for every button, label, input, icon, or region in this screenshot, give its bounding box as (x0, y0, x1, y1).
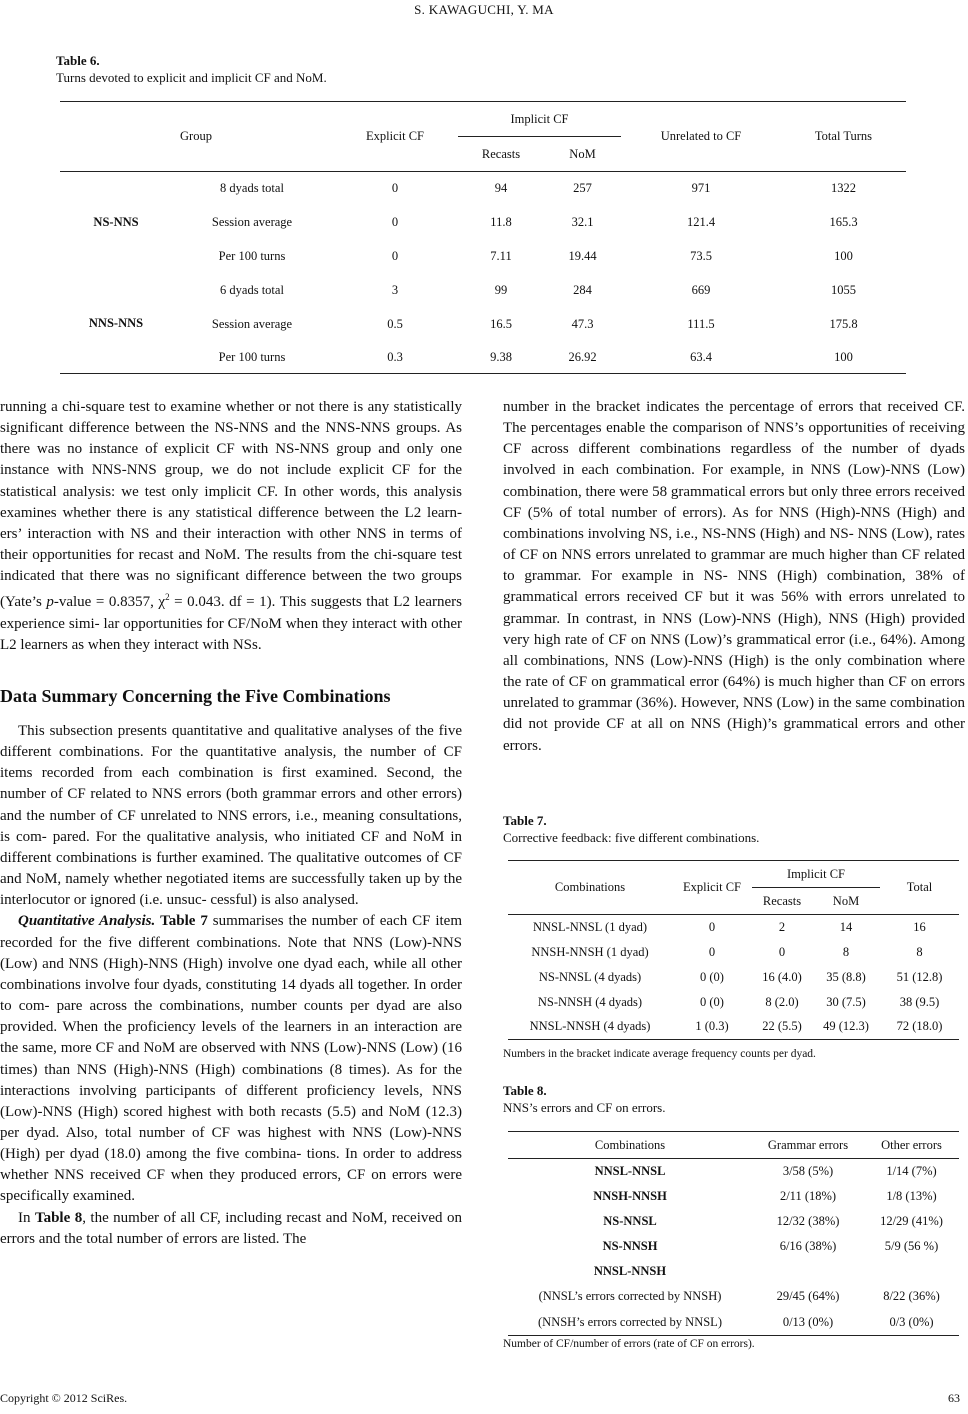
t6-cell: 3 (391, 283, 399, 297)
t7-header-total: Total (880, 861, 959, 915)
t7-cell: 2 (778, 919, 786, 934)
t7-cell: 16 (913, 919, 926, 934)
t7-cell: 0 (0) (700, 969, 724, 984)
section-heading: Data Summary Concerning the Five Combinations (0, 686, 391, 706)
superscript: 2 (165, 592, 170, 603)
table-ref: Table 8 (34, 1209, 83, 1226)
table-row (508, 915, 959, 940)
table-row (60, 274, 906, 308)
t7-cell: 51 (12.8) (896, 969, 943, 984)
t7-cell: 72 (18.0) (896, 1019, 943, 1034)
t6-header-total: Total Turns (781, 102, 906, 172)
t6-header-explicit: Explicit CF (332, 102, 458, 172)
t7-header-implicit: Implicit CF (752, 861, 880, 888)
paragraph (0, 911, 462, 1207)
t6-cell: 99 (494, 283, 508, 297)
t6-cell: 19.44 (568, 249, 597, 263)
t6-cell: 971 (691, 181, 711, 196)
t8-cell: NS-NNSL (603, 1213, 657, 1228)
paragraph: number in the bracket indicates the percentage of errors that received CF. The percentages enable the comparison of NNS’s opportunities of receiving CF across different combinations regardless of the number of dyads involved in each combination. For example, in NNS (Low)-NNS (Low) combination, there were 58 grammatical errors but only three errors received CF (5% of total number of errors). As for NNS (High)-NNS (High) and combinations involving NS, i.e., NS-NNS (High) and NS- NNS (Low), rates of CF on NNS errors unrelated to grammar are much higher than CF related to grammar. For example in NS- NNS (High) combination, 38% of grammatical errors received CF but it was 56% with errors unrelated to grammar. In contrast, in NNS (Low)-NNS (High), NNS (High) provided very high rate of CF on NNS (Low)’s grammatical error (i.e., 64%). Among all combinations, NNS (Low)-NNS (High) is the only combination where the rate of CF on grammatical error (64%) is much higher than CF on errors unrelated to grammar (36%). However, NNS (Low) in the same combination did not provide CF at all on NNS (High)’s grammatical errors and other errors. (503, 399, 965, 754)
t6-header-implicit: Implicit CF (458, 102, 621, 137)
t6-cell: 9.38 (490, 349, 512, 364)
t8-cell: NS-NNSH (602, 1238, 658, 1253)
t6-cell: 26.92 (568, 349, 597, 364)
table8-note: Number of CF/number of errors (rate of CF on errors). (503, 1338, 755, 1350)
t6-row-label: Per 100 turns (218, 349, 286, 364)
t8-cell-empty (752, 1259, 864, 1284)
t6-cell: 121.4 (686, 215, 716, 229)
t8-cell: 1/8 (13%) (886, 1188, 937, 1203)
t8-cell: NNSL-NNSL (594, 1163, 666, 1178)
t6-cell: 1055 (831, 283, 856, 297)
table-row (508, 1310, 959, 1336)
t7-cell: 35 (8.8) (826, 969, 866, 984)
page-number: 63 (948, 1391, 960, 1405)
t6-cell: 7.11 (490, 249, 512, 263)
table-row (60, 308, 906, 342)
t6-cell: 47.3 (571, 317, 594, 331)
t7-cell: 16 (4.0) (762, 969, 802, 984)
table-row (508, 1159, 959, 1184)
running-head: S. KAWAGUCHI, Y. MA (414, 2, 554, 17)
t6-group-name: NS-NNS (93, 215, 139, 230)
table-row (508, 1184, 959, 1209)
paragraph-text: In (18, 1209, 35, 1226)
paragraph-text: running a chi-square test to examine whether or not there is any statistically significant difference between the NS-NNS and the NNS-NNS groups. As there was no instance of explicit CF with NS-NNS group and only one instance with NNS-NNS group, we do not include explicit CF for the statistical analysis: we test only implicit CF. In other words, this analysis examines whether there is any statistical difference between the L2 learn- ers’ interaction with NS and their interaction with other NNS in terms of their opportunities for recast and NoM. The results from the chi-square test indicated that there was no significant difference between the two groups (Yate’s (0, 399, 462, 611)
t6-row-label: Session average (211, 317, 293, 331)
table-row (60, 172, 906, 206)
table8 (508, 1131, 959, 1336)
t6-cell: 16.5 (490, 317, 512, 331)
t8-cell: 12/32 (38%) (776, 1213, 840, 1228)
t7-cell: 0 (0) (700, 994, 724, 1009)
table-ref: Table 7 (160, 913, 208, 930)
t8-cell: 8/22 (36%) (883, 1289, 940, 1303)
table6 (60, 101, 906, 374)
t8-group-label: NNSL-NNSH (593, 1263, 667, 1278)
t7-cell: NS-NNSL (4 dyads) (538, 969, 642, 984)
t8-cell: 0/13 (0%) (782, 1314, 834, 1329)
table7-note: Numbers in the bracket indicate average frequency counts per dyad. (503, 1048, 816, 1060)
t7-header-explicit: Explicit CF (672, 861, 752, 915)
t6-cell: 73.5 (690, 249, 712, 263)
t6-cell: 0 (391, 181, 399, 196)
t8-cell: NNSH-NNSH (593, 1188, 667, 1203)
t6-cell: 0 (391, 249, 399, 263)
t6-header-nom: NoM (544, 137, 621, 172)
t8-cell: 2/11 (18%) (779, 1188, 837, 1203)
paragraph: This subsection presents quantitative and qualitative analyses of the five different combinations. For the quantitative analysis, the number of CF items recorded from each combination is first examined. Second, the number of CF related to NNS errors (both grammar errors and other errors) and the number of CF unrelated to NNS errors, i.e., meaning consultations, is com- pared. For the qualitative analysis, who initiated CF and NoM in different combinations is further examined. The qualitative outcomes of CF and NoM, namely whether negotiated items are successfully taken up by the interlocutor or ignored (i.e. unsuc- cessful) is also analysed. (0, 723, 462, 909)
t7-cell: 22 (5.5) (762, 1019, 802, 1034)
t8-header-other: Other errors (881, 1137, 942, 1152)
t8-cell: 3/58 (5%) (782, 1163, 834, 1178)
t6-cell: 11.8 (490, 215, 512, 229)
t6-cell: 669 (691, 283, 711, 297)
t6-cell: 0 (391, 215, 399, 229)
t7-cell: 38 (9.5) (899, 994, 940, 1009)
table8-label: Table 8. (503, 1083, 547, 1098)
t7-cell: 8 (842, 944, 850, 959)
t6-cell: 284 (573, 283, 592, 297)
paragraph-text: -value = 0.8357, χ (53, 594, 166, 611)
table-row (60, 240, 906, 274)
table-row (60, 206, 906, 240)
t7-cell: 0 (778, 944, 786, 959)
t7-header-nom: NoM (812, 888, 880, 915)
t6-header-group: Group (60, 102, 332, 172)
t6-cell: 165.3 (829, 215, 858, 229)
table-row (508, 990, 959, 1015)
t7-cell: 30 (7.5) (826, 994, 866, 1009)
paragraph-text: summarises the number of each CF item recorded for the five different combinations. Note that NNS (Low)-NNS (Low) and NNS (High)-NNS (High) involve one dyad each, while all other combinations involve four dyads, constituting 14 dyads all together. In order to com- pare across the combinations, number counts per dyad are also provided. When the proficiency levels of the learners in an interaction are the same, more CF and NoM are observed with NNS (Low)-NNS (Low) (16 times) than NNS (High)-NNS (High) combinations (8 times). As for the interactions involving participants of different proficiency levels, NNS (Low)-NNS (High) scored highest with both recasts (5.5) and NoM (12.3) per dyad. Also, total number of CF was highest with NNS (Low)-NNS (High) per dyad (18.0) among the five combina- tions. In order to address whether NNS received CF when they produced errors, CF on errors were specifically examined. (0, 913, 462, 1205)
table-row (508, 1259, 959, 1284)
t6-cell: 94 (494, 181, 508, 196)
table-row (508, 940, 959, 965)
table8-caption: NNS’s errors and CF on errors. (503, 1100, 666, 1115)
t6-header-unrelated: Unrelated to CF (621, 102, 781, 172)
table-row (508, 1209, 959, 1234)
paragraph-text: , the number of all CF, including recast and NoM, received on errors and the total number of errors are listed. The (0, 1209, 462, 1247)
t6-cell: 32.1 (571, 215, 594, 229)
t7-cell: NS-NNSH (4 dyads) (537, 994, 643, 1009)
table6-caption: Turns devoted to explicit and implicit CF and NoM. (56, 70, 327, 85)
table6-label: Table 6. (56, 53, 100, 68)
t7-header-combinations: Combinations (508, 861, 672, 915)
subheading: Quantitative Analysis. (18, 913, 156, 930)
t8-cell: 6/16 (38%) (779, 1238, 837, 1253)
t6-cell: 111.5 (687, 317, 715, 331)
table7 (508, 860, 959, 1040)
t7-cell: NNSL-NNSL (1 dyad) (532, 919, 648, 934)
table7-caption: Corrective feedback: five different combinations. (503, 830, 760, 845)
t7-cell: 8 (2.0) (765, 994, 799, 1009)
t6-cell: 175.8 (829, 317, 858, 331)
left-column-2 (0, 721, 462, 1250)
t8-cell: 12/29 (41%) (880, 1213, 943, 1228)
t6-cell: 100 (834, 349, 853, 364)
table-row (508, 1015, 959, 1040)
t8-header-grammar: Grammar errors (767, 1137, 849, 1152)
t8-cell: (NNSL’s errors corrected by NNSH) (538, 1289, 722, 1303)
t6-row-label: 6 dyads total (220, 283, 284, 297)
t6-cell: 100 (834, 249, 853, 263)
t6-group-name: NNS-NNS (88, 315, 144, 330)
t6-header-recasts: Recasts (458, 137, 544, 172)
t7-cell: 8 (916, 944, 923, 959)
t8-cell: (NNSH’s errors corrected by NNSL) (538, 1314, 722, 1329)
t7-cell: 49 (12.3) (823, 1019, 869, 1034)
t6-cell: 257 (573, 181, 592, 196)
t6-row-label: 8 dyads total (220, 181, 284, 196)
t6-cell: 0.5 (387, 317, 403, 331)
t8-cell: 29/45 (64%) (776, 1289, 840, 1303)
t7-cell: NNSH-NNSH (1 dyad) (531, 944, 649, 959)
table-row (508, 965, 959, 990)
t6-cell: 1322 (831, 181, 856, 196)
table-row (508, 1284, 959, 1310)
t6-row-label: Per 100 turns (218, 249, 286, 263)
left-column (0, 397, 462, 656)
paragraph (0, 1208, 462, 1250)
t7-cell: NNSL-NNSH (4 dyads) (529, 1019, 651, 1034)
t6-cell: 0.3 (387, 349, 403, 364)
italic-p: p (46, 594, 54, 611)
paragraph-text: = 0.043. df = 1). This suggests that L2 learners experience simi- lar opportunities for CF/NoM when they interact with other L2 learners as when they interact with NSs. (0, 594, 462, 653)
t7-cell: 1 (0.3) (695, 1019, 729, 1034)
t8-cell: 5/9 (56 %) (884, 1238, 939, 1253)
t7-cell: 14 (839, 919, 853, 934)
paragraph (0, 397, 462, 656)
t6-row-label: Session average (211, 215, 293, 229)
table-row (508, 1234, 959, 1259)
t6-cell: 63.4 (690, 349, 712, 364)
right-column (503, 397, 965, 757)
table-row (60, 342, 906, 374)
t7-cell: 0 (708, 919, 716, 934)
t8-cell: 0/3 (0%) (889, 1314, 934, 1329)
table7-label: Table 7. (503, 813, 547, 828)
t8-cell-empty (864, 1259, 959, 1284)
t8-header-combinations: Combinations (594, 1137, 666, 1152)
t8-cell: 1/14 (7%) (886, 1163, 937, 1178)
copyright: Copyright © 2012 SciRes. (0, 1391, 128, 1405)
t7-cell: 0 (708, 944, 716, 959)
t7-header-recasts: Recasts (752, 888, 812, 915)
